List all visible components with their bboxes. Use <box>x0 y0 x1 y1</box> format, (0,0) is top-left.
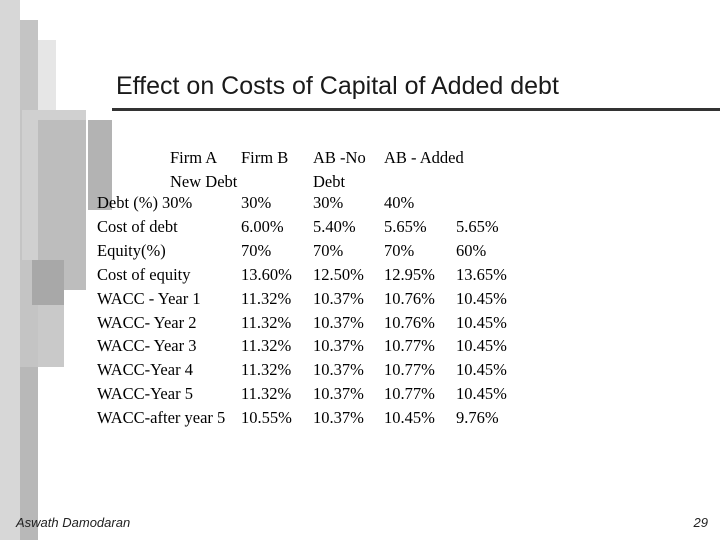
table-cell-ab-added: 10.77% <box>384 360 435 380</box>
table-cell-firm-b: 11.32% <box>241 360 292 380</box>
page-number: 29 <box>693 515 708 530</box>
decor-bar <box>38 40 56 110</box>
table-cell-firm-b: 11.32% <box>241 384 292 404</box>
table-cell-firm-b: 13.60% <box>241 264 292 284</box>
table-cell-label: Cost of debt <box>97 216 178 236</box>
slide-title: Effect on Costs of Capital of Added debt <box>116 72 559 100</box>
table-cell-label: WACC- Year 3 <box>97 336 197 356</box>
header-ab-no: AB -No <box>313 148 366 167</box>
table-cell-ab-no: 12.50% <box>313 264 364 284</box>
table-cell-ab-no: 30% <box>313 193 344 212</box>
table-cell-firm-b: 6.00% <box>241 216 284 236</box>
table-cell-ab-no: 10.37% <box>313 288 364 308</box>
table-cell-ab-added: 10.76% <box>384 288 435 308</box>
table-cell-firm-b: 10.55% <box>241 408 292 428</box>
table-cell-firm-b: 11.32% <box>241 288 292 308</box>
table-cell-extra: 10.45% <box>456 336 507 356</box>
table-cell-ab-no: 70% <box>313 240 344 260</box>
table-cell-label: WACC- Year 2 <box>97 312 197 332</box>
table-cell-firm-b: 70% <box>241 240 272 260</box>
table-cell-extra: 10.45% <box>456 312 507 332</box>
table-cell-label: WACC-Year 4 <box>97 360 193 380</box>
table-cell-ab-no: 10.37% <box>313 312 364 332</box>
table-cell-extra: 9.76% <box>456 408 499 428</box>
table-cell-label: WACC - Year 1 <box>97 288 201 308</box>
table-cell-ab-added: 10.76% <box>384 312 435 332</box>
footer-author: Aswath Damodaran <box>16 515 131 530</box>
table-cell-extra: 60% <box>456 240 487 260</box>
decor-bar <box>0 0 20 540</box>
header-firm-b: Firm B <box>241 148 289 167</box>
table-cell-ab-no: 10.37% <box>313 360 364 380</box>
header-firm-a: Firm A <box>170 148 218 167</box>
header-debt: Debt <box>313 172 346 191</box>
table-cell-label: Equity(%) <box>97 240 166 260</box>
table-cell-ab-added: 40% <box>384 193 415 212</box>
table-cell-ab-added: 70% <box>384 240 415 260</box>
table-cell-extra: 10.45% <box>456 288 507 308</box>
decor-bar <box>32 260 64 305</box>
table-cell-label: Debt (%) 30% <box>97 193 193 212</box>
table-cell-ab-no: 5.40% <box>313 216 356 236</box>
table-cell-firm-b: 11.32% <box>241 336 292 356</box>
header-new-debt: New Debt <box>170 172 238 191</box>
table-cell-ab-added: 10.45% <box>384 408 435 428</box>
table-cell-ab-no: 10.37% <box>313 336 364 356</box>
header-ab-added: AB - Added <box>384 148 464 167</box>
title-underline <box>112 108 720 111</box>
table-cell-extra: 10.45% <box>456 384 507 404</box>
table-cell-firm-b: 11.32% <box>241 312 292 332</box>
table-cell-extra: 13.65% <box>456 264 507 284</box>
table-cell-label: WACC-after year 5 <box>97 408 226 428</box>
table-cell-ab-added: 12.95% <box>384 264 435 284</box>
table-cell-ab-added: 10.77% <box>384 336 435 356</box>
table-cell-ab-added: 10.77% <box>384 384 435 404</box>
table-cell-ab-added: 5.65% <box>384 216 427 236</box>
table-cell-extra: 5.65% <box>456 216 499 236</box>
table-cell-firm-b: 30% <box>241 193 272 212</box>
decor-bar <box>38 305 64 367</box>
table-cell-extra: 10.45% <box>456 360 507 380</box>
table-cell-label: Cost of equity <box>97 264 191 284</box>
table-cell-ab-no: 10.37% <box>313 384 364 404</box>
table-cell-label: WACC-Year 5 <box>97 384 193 404</box>
table-cell-ab-no: 10.37% <box>313 408 364 428</box>
